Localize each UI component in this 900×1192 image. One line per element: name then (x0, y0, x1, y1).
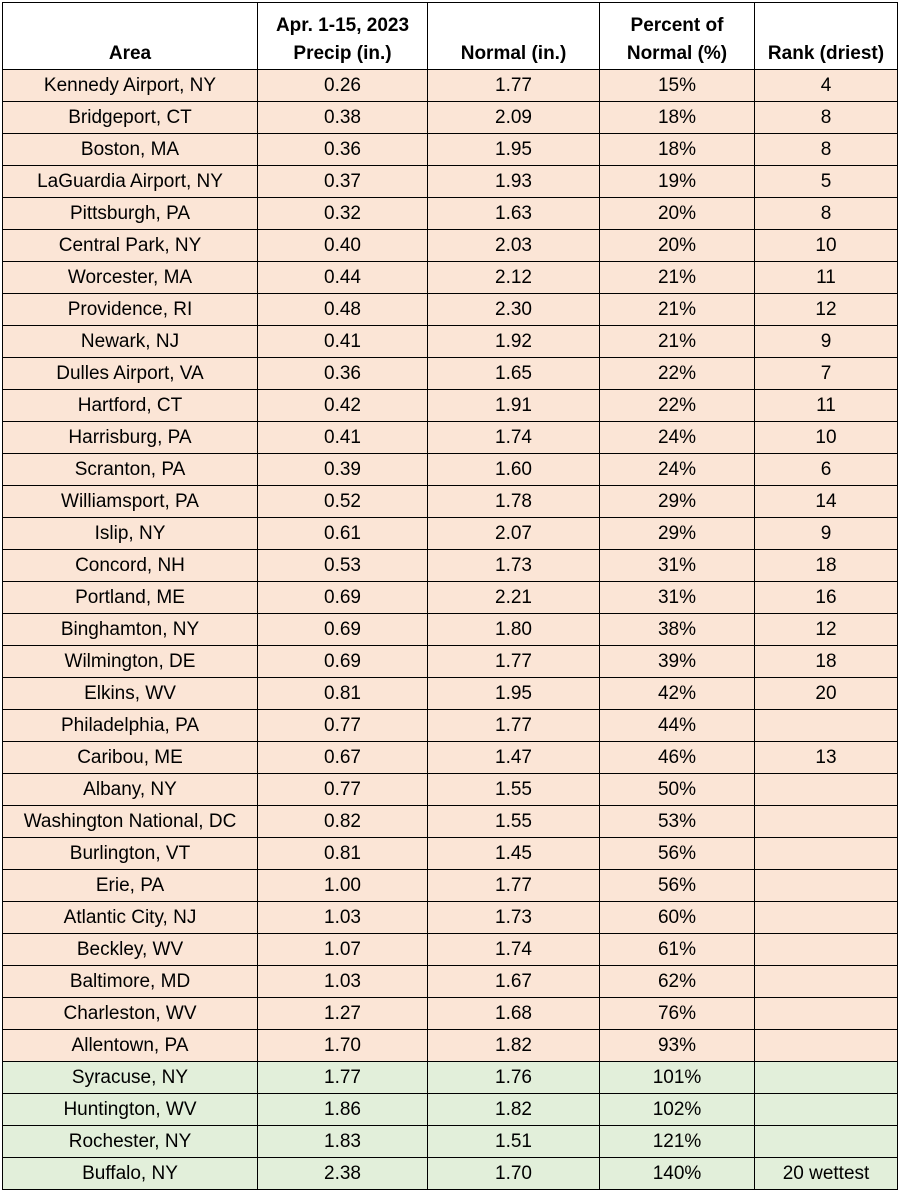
header-rank (755, 3, 898, 70)
cell-precip: 0.42 (258, 390, 428, 422)
cell-percent: 53% (600, 806, 755, 838)
cell-normal: 1.82 (428, 1094, 600, 1126)
cell-precip: 1.86 (258, 1094, 428, 1126)
table-row (3, 934, 898, 966)
cell-percent: 31% (600, 582, 755, 614)
cell-percent: 20% (600, 198, 755, 230)
cell-normal: 1.77 (428, 646, 600, 678)
cell-rank (755, 902, 898, 934)
cell-rank: 13 (755, 742, 898, 774)
cell-rank: 8 (755, 102, 898, 134)
cell-percent: 93% (600, 1030, 755, 1062)
cell-percent: 29% (600, 518, 755, 550)
table-row (3, 774, 898, 806)
cell-percent: 60% (600, 902, 755, 934)
cell-percent: 22% (600, 390, 755, 422)
cell-normal: 1.74 (428, 422, 600, 454)
cell-area: Worcester, MA (3, 262, 258, 294)
cell-normal: 2.09 (428, 102, 600, 134)
cell-rank (755, 774, 898, 806)
table-row (3, 550, 898, 582)
cell-rank: 11 (755, 262, 898, 294)
table-row (3, 806, 898, 838)
cell-rank: 9 (755, 518, 898, 550)
header-row (3, 3, 898, 70)
cell-area: Beckley, WV (3, 934, 258, 966)
cell-normal: 2.30 (428, 294, 600, 326)
cell-percent: 38% (600, 614, 755, 646)
cell-precip: 0.39 (258, 454, 428, 486)
cell-area: LaGuardia Airport, NY (3, 166, 258, 198)
cell-normal: 2.12 (428, 262, 600, 294)
cell-rank: 10 (755, 422, 898, 454)
cell-percent: 21% (600, 294, 755, 326)
cell-rank (755, 1030, 898, 1062)
cell-rank: 10 (755, 230, 898, 262)
table-row (3, 486, 898, 518)
cell-area: Allentown, PA (3, 1030, 258, 1062)
cell-precip: 1.70 (258, 1030, 428, 1062)
cell-rank: 4 (755, 70, 898, 102)
cell-area: Dulles Airport, VA (3, 358, 258, 390)
cell-rank (755, 838, 898, 870)
cell-percent: 46% (600, 742, 755, 774)
cell-area: Atlantic City, NJ (3, 902, 258, 934)
cell-rank: 11 (755, 390, 898, 422)
cell-precip: 0.52 (258, 486, 428, 518)
cell-area: Concord, NH (3, 550, 258, 582)
cell-area: Bridgeport, CT (3, 102, 258, 134)
cell-rank (755, 934, 898, 966)
cell-area: Islip, NY (3, 518, 258, 550)
table-row (3, 134, 898, 166)
cell-precip: 0.82 (258, 806, 428, 838)
cell-rank (755, 998, 898, 1030)
cell-rank: 16 (755, 582, 898, 614)
cell-precip: 0.67 (258, 742, 428, 774)
table-row (3, 1094, 898, 1126)
header-normal (428, 3, 600, 70)
cell-area: Buffalo, NY (3, 1158, 258, 1190)
cell-normal: 1.78 (428, 486, 600, 518)
table-row (3, 390, 898, 422)
table-body (3, 70, 898, 1190)
cell-area: Elkins, WV (3, 678, 258, 710)
cell-precip: 0.44 (258, 262, 428, 294)
cell-precip: 0.40 (258, 230, 428, 262)
table-row (3, 518, 898, 550)
table-row (3, 966, 898, 998)
table-row (3, 614, 898, 646)
header-percent-line1: Percent of (630, 15, 724, 36)
cell-rank: 5 (755, 166, 898, 198)
cell-percent: 61% (600, 934, 755, 966)
cell-rank: 8 (755, 134, 898, 166)
cell-percent: 19% (600, 166, 755, 198)
cell-normal: 1.77 (428, 710, 600, 742)
cell-percent: 44% (600, 710, 755, 742)
cell-rank: 18 (755, 550, 898, 582)
table-row (3, 838, 898, 870)
table-row (3, 1062, 898, 1094)
cell-area: Providence, RI (3, 294, 258, 326)
table-row (3, 678, 898, 710)
table-row (3, 102, 898, 134)
cell-area: Albany, NY (3, 774, 258, 806)
cell-normal: 1.76 (428, 1062, 600, 1094)
table-row (3, 742, 898, 774)
cell-rank (755, 966, 898, 998)
cell-area: Philadelphia, PA (3, 710, 258, 742)
cell-rank: 12 (755, 614, 898, 646)
cell-percent: 20% (600, 230, 755, 262)
cell-normal: 1.82 (428, 1030, 600, 1062)
table-row (3, 1030, 898, 1062)
cell-area: Washington National, DC (3, 806, 258, 838)
cell-normal: 1.68 (428, 998, 600, 1030)
cell-area: Rochester, NY (3, 1126, 258, 1158)
cell-precip: 0.53 (258, 550, 428, 582)
cell-normal: 1.67 (428, 966, 600, 998)
cell-rank (755, 870, 898, 902)
cell-precip: 0.77 (258, 774, 428, 806)
cell-percent: 56% (600, 838, 755, 870)
cell-normal: 1.91 (428, 390, 600, 422)
header-area-label: Area (108, 43, 152, 64)
cell-percent: 18% (600, 134, 755, 166)
cell-percent: 21% (600, 262, 755, 294)
header-percent-line2: Normal (%) (626, 43, 728, 64)
cell-precip: 0.61 (258, 518, 428, 550)
cell-normal: 1.70 (428, 1158, 600, 1190)
cell-rank: 7 (755, 358, 898, 390)
cell-area: Kennedy Airport, NY (3, 70, 258, 102)
cell-percent: 22% (600, 358, 755, 390)
cell-precip: 1.00 (258, 870, 428, 902)
cell-percent: 62% (600, 966, 755, 998)
cell-normal: 1.77 (428, 870, 600, 902)
cell-area: Williamsport, PA (3, 486, 258, 518)
cell-area: Wilmington, DE (3, 646, 258, 678)
table-row (3, 902, 898, 934)
cell-rank: 6 (755, 454, 898, 486)
cell-rank: 9 (755, 326, 898, 358)
precip-table (2, 2, 898, 1190)
cell-percent: 121% (600, 1126, 755, 1158)
cell-precip: 0.77 (258, 710, 428, 742)
cell-percent: 15% (600, 70, 755, 102)
cell-normal: 2.21 (428, 582, 600, 614)
cell-precip: 1.27 (258, 998, 428, 1030)
cell-percent: 31% (600, 550, 755, 582)
cell-percent: 140% (600, 1158, 755, 1190)
cell-percent: 18% (600, 102, 755, 134)
cell-precip: 1.07 (258, 934, 428, 966)
cell-area: Burlington, VT (3, 838, 258, 870)
table-row (3, 262, 898, 294)
cell-precip: 0.36 (258, 358, 428, 390)
cell-precip: 0.69 (258, 614, 428, 646)
cell-normal: 1.95 (428, 678, 600, 710)
cell-normal: 1.95 (428, 134, 600, 166)
cell-percent: 21% (600, 326, 755, 358)
cell-area: Hartford, CT (3, 390, 258, 422)
cell-percent: 76% (600, 998, 755, 1030)
cell-normal: 1.93 (428, 166, 600, 198)
cell-percent: 24% (600, 454, 755, 486)
cell-rank (755, 1094, 898, 1126)
header-precip-line1: Apr. 1-15, 2023 (275, 15, 410, 36)
cell-percent: 102% (600, 1094, 755, 1126)
cell-normal: 1.47 (428, 742, 600, 774)
table-row (3, 1126, 898, 1158)
cell-normal: 1.60 (428, 454, 600, 486)
cell-percent: 42% (600, 678, 755, 710)
table-row (3, 358, 898, 390)
table-row (3, 70, 898, 102)
cell-normal: 2.03 (428, 230, 600, 262)
cell-percent: 39% (600, 646, 755, 678)
cell-rank (755, 1126, 898, 1158)
table-row (3, 710, 898, 742)
cell-precip: 0.32 (258, 198, 428, 230)
header-rank-label: Rank (driest) (767, 43, 885, 64)
cell-normal: 1.65 (428, 358, 600, 390)
cell-normal: 1.55 (428, 806, 600, 838)
cell-precip: 0.81 (258, 678, 428, 710)
cell-normal: 1.80 (428, 614, 600, 646)
cell-area: Pittsburgh, PA (3, 198, 258, 230)
cell-precip: 0.37 (258, 166, 428, 198)
cell-area: Caribou, ME (3, 742, 258, 774)
cell-rank (755, 806, 898, 838)
cell-normal: 1.73 (428, 550, 600, 582)
cell-area: Baltimore, MD (3, 966, 258, 998)
cell-normal: 1.74 (428, 934, 600, 966)
table-row (3, 582, 898, 614)
cell-area: Syracuse, NY (3, 1062, 258, 1094)
cell-rank (755, 710, 898, 742)
cell-precip: 2.38 (258, 1158, 428, 1190)
cell-area: Newark, NJ (3, 326, 258, 358)
cell-percent: 29% (600, 486, 755, 518)
cell-normal: 1.73 (428, 902, 600, 934)
cell-normal: 1.51 (428, 1126, 600, 1158)
cell-rank: 18 (755, 646, 898, 678)
table-row (3, 870, 898, 902)
cell-area: Binghamton, NY (3, 614, 258, 646)
cell-precip: 1.83 (258, 1126, 428, 1158)
cell-rank: 14 (755, 486, 898, 518)
cell-normal: 2.07 (428, 518, 600, 550)
table-row (3, 422, 898, 454)
cell-normal: 1.92 (428, 326, 600, 358)
cell-precip: 0.69 (258, 646, 428, 678)
cell-precip: 0.81 (258, 838, 428, 870)
table-row (3, 646, 898, 678)
cell-area: Huntington, WV (3, 1094, 258, 1126)
cell-area: Portland, ME (3, 582, 258, 614)
cell-precip: 1.03 (258, 966, 428, 998)
cell-precip: 0.41 (258, 326, 428, 358)
cell-precip: 1.03 (258, 902, 428, 934)
table-row (3, 294, 898, 326)
header-precip (258, 3, 428, 70)
cell-precip: 0.48 (258, 294, 428, 326)
header-area (3, 3, 258, 70)
cell-rank: 8 (755, 198, 898, 230)
cell-percent: 50% (600, 774, 755, 806)
cell-normal: 1.77 (428, 70, 600, 102)
cell-percent: 24% (600, 422, 755, 454)
cell-area: Central Park, NY (3, 230, 258, 262)
cell-precip: 0.69 (258, 582, 428, 614)
table-row (3, 198, 898, 230)
cell-percent: 101% (600, 1062, 755, 1094)
cell-rank: 12 (755, 294, 898, 326)
cell-area: Charleston, WV (3, 998, 258, 1030)
cell-precip: 0.38 (258, 102, 428, 134)
cell-rank: 20 wettest (755, 1158, 898, 1190)
cell-precip: 0.26 (258, 70, 428, 102)
cell-rank (755, 1062, 898, 1094)
table-header (3, 3, 898, 70)
cell-area: Boston, MA (3, 134, 258, 166)
cell-precip: 0.41 (258, 422, 428, 454)
cell-rank: 20 (755, 678, 898, 710)
table-row (3, 166, 898, 198)
table-row (3, 454, 898, 486)
table-row (3, 1158, 898, 1190)
table-row (3, 230, 898, 262)
cell-precip: 1.77 (258, 1062, 428, 1094)
header-percent (600, 3, 755, 70)
cell-precip: 0.36 (258, 134, 428, 166)
table-row (3, 326, 898, 358)
header-normal-label: Normal (in.) (460, 43, 567, 64)
cell-area: Scranton, PA (3, 454, 258, 486)
cell-area: Harrisburg, PA (3, 422, 258, 454)
cell-normal: 1.45 (428, 838, 600, 870)
cell-normal: 1.63 (428, 198, 600, 230)
header-precip-line2: Precip (in.) (293, 43, 392, 64)
cell-area: Erie, PA (3, 870, 258, 902)
cell-normal: 1.55 (428, 774, 600, 806)
cell-percent: 56% (600, 870, 755, 902)
table-row (3, 998, 898, 1030)
